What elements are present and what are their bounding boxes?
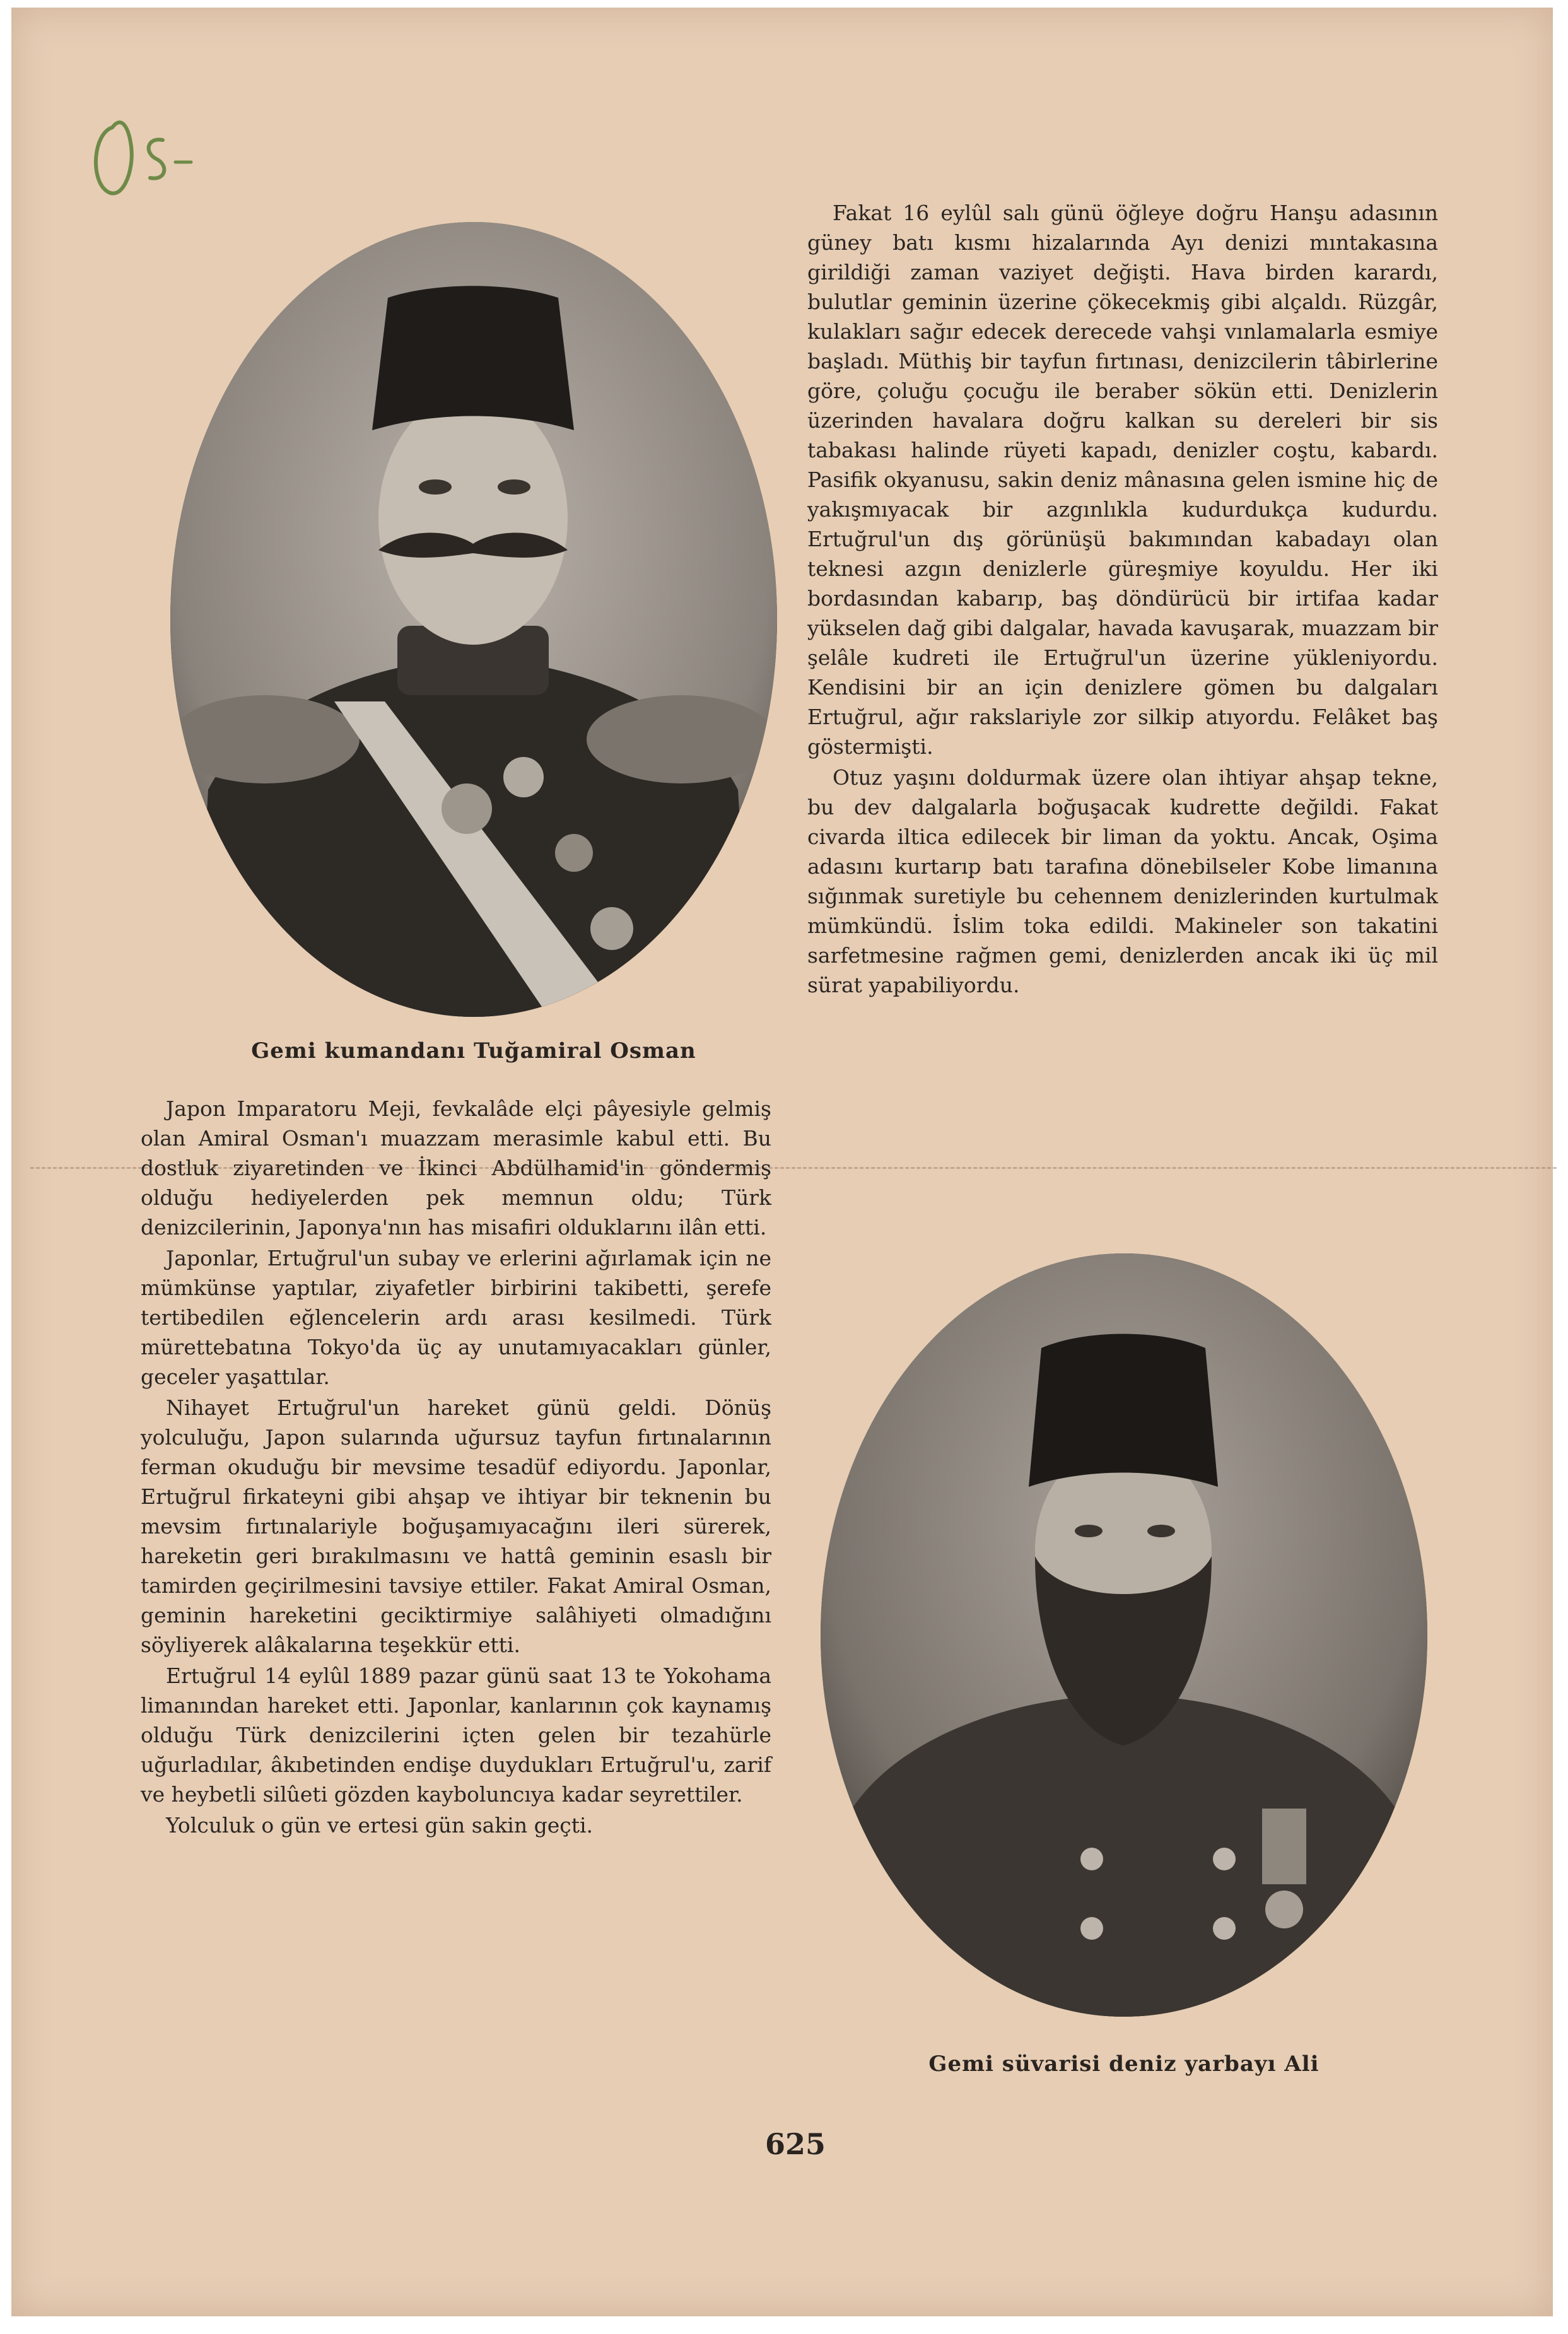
paragraph: Japonlar, Ertuğrul'un subay ve erlerini ağırlamak için ne mümkünse yaptılar, ziyafetler birbirini takibetti, şerefe tertibedilen eğlencelerin ardı arası kesilmedi. Türk mürettebatına Tokyo'da üç ay unutamıyacakları günler, geceler yaşattılar. [141, 1246, 771, 1389]
photo-caption-osman: Gemi kumandanı Tuğamiral Osman [251, 1038, 696, 1064]
paragraph: Fakat 16 eylûl salı günü öğleye doğru Hanşu adasının güney batı kısmı hizalarında Ayı denizi mıntakasına girildiği zaman vaziyet değişti. Hava birden karardı, bulutlar geminin üzerine çökecekmiş gibi alçaldı. Rüzgâr, kulakları sağır edecek derecede vahşi vınlamalarla esmiye başladı. Müthiş bir tayfun fırtınası, denizcilerin tâbirlerine göre, çoluğu çocuğu ile beraber sökün etti. Denizlerin üzerinden havalara doğru kalkan su dereleri bir sis tabakası halinde rüyeti kapadı, denizler coştu, kabardı. Pasifik okyanusu, sakin deniz mânasına gelen ismine hiç de yakışmıyacak bir azgınlıkla kudurdukça kudurdu. Ertuğrul'un dış görünüşü bakımından kabadayı olan teknesi azgın denizlerle güreşmiye koyuldu. Her iki bordasından kabarıp, baş döndürücü bir irtifaa kadar yükselen dağ gibi dalgalar, havada kavuşarak, muazzam bir şelâle kudreti ile Ertuğrul'un üzerine yükleniyordu. Kendisini bir an için denizlere gömen bu dalgaları Ertuğrul, ağır rakslariyle zor silkip atıyordu. Felâket baş göstermişti. [807, 201, 1438, 759]
article-column-left [141, 1094, 771, 1841]
article-column-right [807, 198, 1438, 1001]
paragraph: Nihayet Ertuğrul'un hareket günü geldi. Dönüş yolculuğu, Japon sularında uğursuz tayfun fırtınalarının ferman okuduğu bir mevsime tesadüf ediyordu. Japonlar, Ertuğrul firkateyni gibi ahşap ve ihtiyar bir teknenin bu mevsim fırtınalariyle boğuşamıyacağını ileri sürerek, hareketin geri bırakılmasını ve hattâ geminin esaslı bir tamirden geçirilmesini tavsiye ettiler. Fakat Amiral Osman, geminin hareketini geciktirmiye salâhiyeti olmadığını söyliyerek alâkalarına teşekkür etti. [141, 1395, 771, 1657]
paragraph: Ertuğrul 14 eylûl 1889 pazar günü saat 13 te Yokohama limanından hareket etti. Japonlar, kanlarının çok kaynamış olduğu Türk denizcilerini içten gelen bir tezahürle uğurladılar, âkıbetinden endişe duydukları Ertuğrul'u, zarif ve heybetli silûeti gözden kayboluncıya kadar seyrettiler. [141, 1663, 771, 1807]
portrait-photo-osman [170, 222, 777, 1017]
page-number: 625 [764, 2127, 826, 2161]
portrait-photo-ali [821, 1253, 1427, 2017]
paragraph: Japon Imparatoru Meji, fevkalâde elçi pâyesiyle gelmiş olan Amiral Osman'ı muazzam merasimle kabul etti. Bu dostluk ziyaretinden ve İkinci Abdülhamid'in göndermiş olduğu hediyelerden pek memnun oldu; Türk denizcilerinin, Japonya'nın has misafiri olduklarını ilân etti. [141, 1096, 771, 1240]
paragraph: Otuz yaşını doldurmak üzere olan ihtiyar ahşap tekne, bu dev dalgalarla boğuşacak kudrette değildi. Fakat civarda iltica edilecek bir liman da yoktu. Ancak, Oşima adasını kurtarıp batı tarafına dönebilseler Kobe limanına sığınmak suretiyle bu cehennem denizlerinden kurtulmak mümkündü. İslim toka edildi. Makineler son takatini sarfetmesine rağmen gemi, denizlerden ancak iki üç mil sürat yapabiliyordu. [807, 765, 1438, 997]
paragraph: Yolculuk o gün ve ertesi gün sakin geçti. [166, 1813, 594, 1838]
photo-caption-ali: Gemi süvarisi deniz yarbayı Ali [928, 2051, 1319, 2077]
handwritten-pencil-mark [87, 102, 232, 209]
newspaper-page [11, 8, 1553, 2316]
